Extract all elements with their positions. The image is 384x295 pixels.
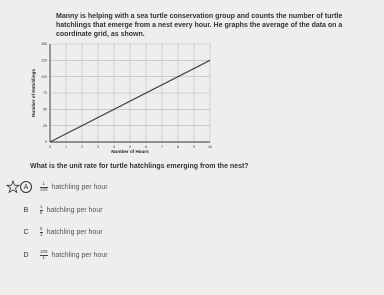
option-text: hatchling per hour — [51, 251, 108, 259]
x-tick-label: 1 — [65, 145, 67, 149]
option-text: hatchling per hour — [46, 206, 103, 214]
x-tick-label: 5 — [129, 145, 131, 149]
x-tick-label: 2 — [81, 145, 83, 149]
option-fraction — [40, 227, 43, 237]
x-tick-label: 3 — [97, 145, 99, 149]
y-tick-label: 75 — [43, 91, 47, 96]
fraction-denominator: 1 — [42, 254, 46, 260]
line-graph — [28, 40, 228, 158]
fraction-numerator: 100 — [40, 249, 48, 254]
star-outline-icon — [6, 180, 20, 194]
problem-text: Manny is helping with a sea turtle conservation group and counts the number of turtle hatchlings that emerge from a nest every hour. He graphs the average of the data on a coordinate grid, as shown. — [56, 13, 343, 38]
y-tick-label: 100 — [41, 74, 47, 79]
option-letter: A — [20, 181, 32, 193]
answer-option-c[interactable] — [20, 224, 360, 240]
option-fraction — [40, 250, 48, 260]
y-tick-label: 0 — [45, 140, 47, 145]
y-axis-label: Number of Hatchlings — [31, 69, 36, 117]
option-letter: B — [23, 206, 29, 214]
answer-option-d[interactable] — [20, 247, 360, 263]
x-tick-label: 10 — [208, 145, 212, 149]
fraction-denominator: 5 — [40, 209, 43, 215]
fraction-numerator: 1 — [40, 204, 43, 209]
answer-option-b[interactable] — [20, 202, 360, 218]
x-tick-label: 0 — [49, 145, 51, 149]
option-letter: D — [23, 251, 29, 259]
question-text: What is the unit rate for turtle hatchlings emerging from the nest? — [30, 163, 249, 170]
fraction-denominator: 1 — [40, 231, 43, 237]
y-tick-label: 50 — [43, 107, 47, 112]
y-tick-label: 150 — [41, 42, 47, 47]
option-text: hatchling per hour — [46, 228, 103, 236]
answer-option-a[interactable] — [20, 179, 360, 195]
option-text: hatchling per hour — [51, 183, 108, 191]
x-tick-label: 6 — [145, 145, 147, 149]
y-tick-label: 125 — [41, 58, 47, 63]
x-tick-label: 7 — [161, 145, 163, 149]
fraction-numerator: 1 — [42, 181, 46, 186]
option-fraction — [40, 182, 48, 192]
x-tick-label: 8 — [177, 145, 179, 149]
fraction-denominator: 100 — [40, 186, 48, 192]
fraction-numerator: 5 — [40, 226, 43, 231]
y-tick-label: 25 — [43, 123, 47, 128]
x-tick-label: 9 — [193, 145, 195, 149]
x-tick-label: 4 — [113, 145, 115, 149]
x-axis-label: Number of Hours — [111, 149, 149, 154]
option-letter: C — [23, 228, 29, 236]
option-fraction — [40, 205, 43, 215]
